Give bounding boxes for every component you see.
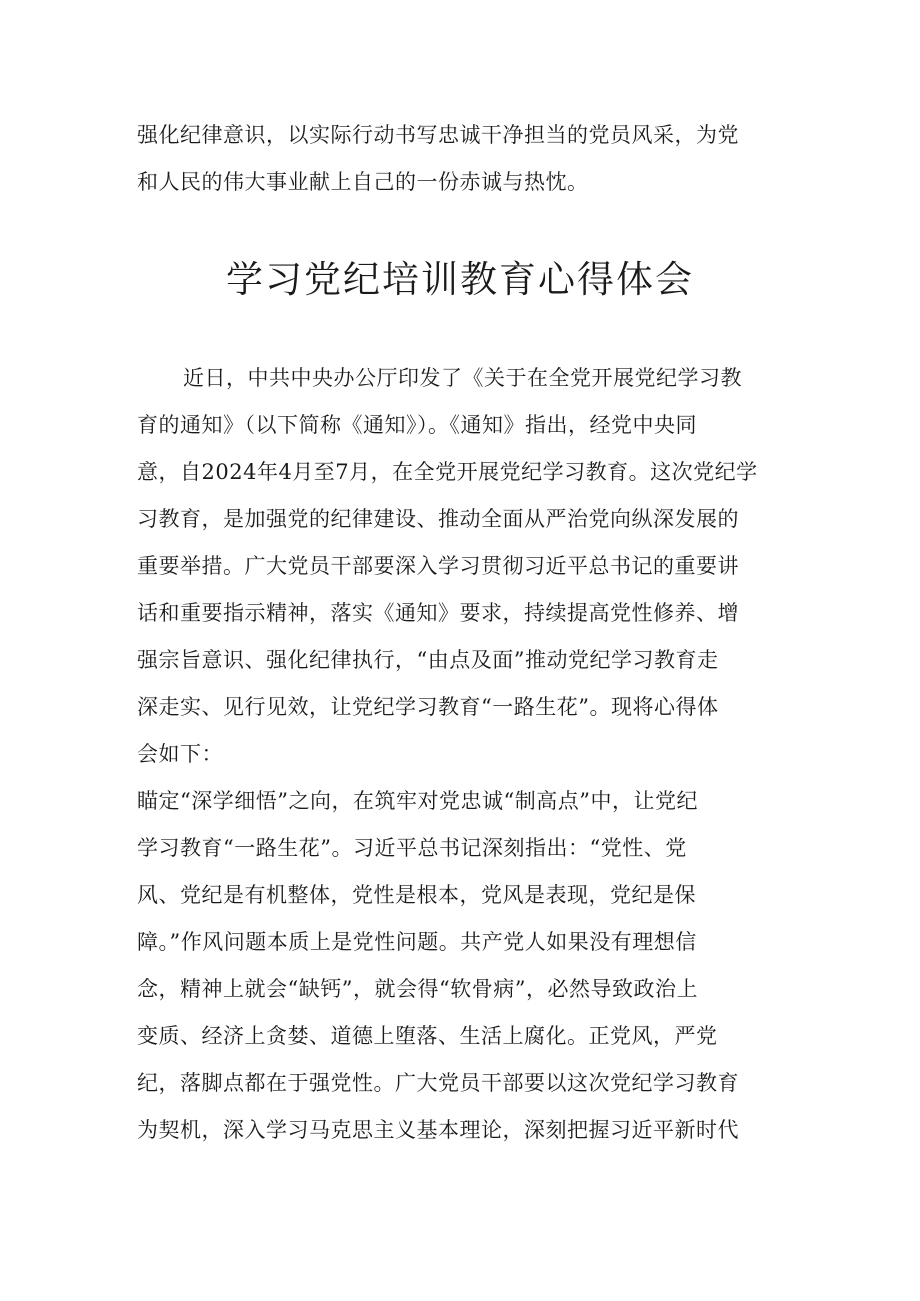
paragraph-line: 会如下： bbox=[137, 742, 223, 766]
paragraph-1 bbox=[137, 355, 797, 778]
paragraph-line: 纪，落脚点都在于强党性。广大党员干部要以这次党纪学习教育 bbox=[137, 1071, 739, 1095]
paragraph-line: 瞄定“深学细悟”之向，在筑牢对党忠诚“制高点”中，让党纪 bbox=[137, 789, 698, 813]
paragraph-line: 强化纪律意识，以实际行动书写忠诚干净担当的党员风采，为党 bbox=[137, 123, 739, 147]
paragraph-line: 强宗旨意识、强化纪律执行，“由点及面”推动党纪学习教育走 bbox=[137, 648, 719, 672]
paragraph-2 bbox=[137, 778, 797, 1154]
paragraph-line: 风、党纪是有机整体，党性是根本，党风是表现，党纪是保 bbox=[137, 883, 696, 907]
paragraph-line: 育的通知》（以下简称《通知》）。《通知》指出，经党中央同 bbox=[137, 413, 697, 437]
paragraph-line: 话和重要指示精神，落实《通知》要求，持续提高党性修养、增 bbox=[137, 601, 739, 625]
paragraph-line: 意，自2024年4月至7月，在全党开展党纪学习教育。这次党纪学 bbox=[137, 460, 758, 484]
paragraph-line: 习教育，是加强党的纪律建设、推动全面从严治党向纵深发展的 bbox=[137, 507, 739, 531]
paragraph-line: 学习教育“一路生花”。习近平总书记深刻指出：“党性、党 bbox=[137, 836, 687, 860]
body-text bbox=[137, 355, 797, 1154]
paragraph-line: 重要举措。广大党员干部要深入学习贯彻习近平总书记的重要讲 bbox=[137, 554, 739, 578]
paragraph-line: 变质、经济上贪婪、道德上堕落、生活上腐化。正党风，严党 bbox=[137, 1024, 718, 1048]
top-paragraph bbox=[137, 112, 797, 206]
paragraph-line: 和人民的伟大事业献上自己的一份赤诚与热忱。 bbox=[137, 170, 589, 194]
paragraph-line: 念，精神上就会“缺钙”，就会得“软骨病”，必然导致政治上 bbox=[137, 977, 698, 1001]
paragraph-line: 为契机，深入学习马克思主义基本理论，深刻把握习近平新时代 bbox=[137, 1118, 739, 1142]
paragraph-line: 近日，中共中央办公厅印发了《关于在全党开展党纪学习教 bbox=[183, 366, 742, 390]
paragraph-line: 深走实、见行见效，让党纪学习教育“一路生花”。现将心得体 bbox=[137, 695, 719, 719]
paragraph-line: 障。”作风问题本质上是党性问题。共产党人如果没有理想信 bbox=[137, 930, 697, 954]
document-title: 学习党纪培训教育心得体会 bbox=[226, 258, 694, 301]
